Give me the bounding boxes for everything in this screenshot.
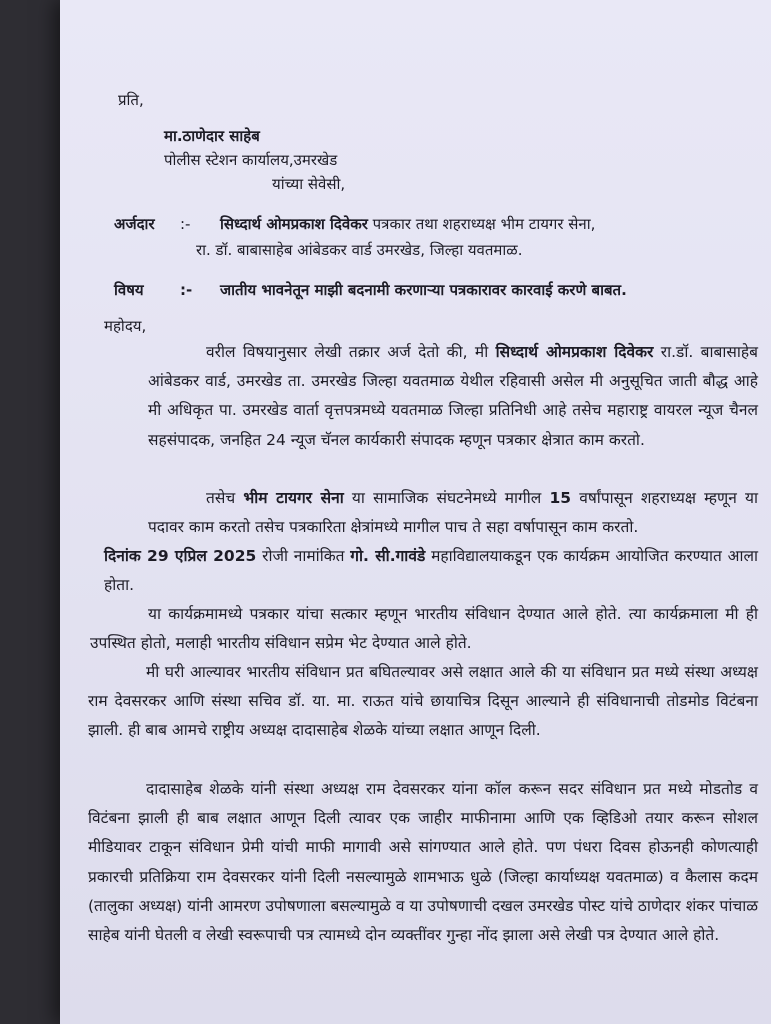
subject-colon: :- (180, 281, 193, 299)
paragraph-5: मी घरी आल्यावर भारतीय संविधान प्रत बघितल्यावर असे लक्षात आले की या संविधान प्रत मध्ये संस्था अध्यक्ष राम देवसरकर आणि संस्था सचिव डॉ. या. मा. राऊत यांचे छायाचित्र दिसून आल्याने ही संविधानाची तोडमोड विटंबना झाली. ही बाब आमचे राष्ट्रीय अध्यक्ष दादासाहेब शेळके यांच्या लक्षात आणून दिली. (88, 663, 758, 740)
subject-text: जातीय भावनेतून माझी बदनामी करणाऱ्या पत्रकारावर कारवाई करणे बाबत. (220, 281, 627, 299)
applicant-colon: :- (180, 215, 191, 233)
letter-paper (60, 0, 771, 1024)
applicant-name: सिध्दार्थ ओमप्रकाश दिवेकर (220, 215, 368, 233)
greeting: महोदय, (104, 317, 147, 335)
paragraph-1: वरील विषयानुसार लेखी तक्रार अर्ज देतो की, मी सिध्दार्थ ओमप्रकाश दिवेकर रा.डॉ. बाबासाहेब आंबेडकर वार्ड, उमरखेड ता. उमरखेड जिल्हा यवतमाळ येथील रहिवासी असेल मी अनुसूचित जाती बौद्ध आहे मी अधिकृत पा. उमरखेड वार्ता वृत्तपत्रमध्ये यवतमाळ जिल्हा प्रतिनिधी आहे तसेच महाराष्ट्र वायरल न्यूज चैनल सहसंपादक, जनहित 24 न्यूज चॅनल कार्यकारी संपादक म्हणून पत्रकार क्षेत्रात काम करतो. (148, 343, 758, 449)
paragraph-2: तसेच भीम टायगर सेना या सामाजिक संघटनेमध्ये मागील 15 वर्षांपासून शहराध्यक्ष म्हणून या पदावर काम करतो तसेच पत्रकारिता क्षेत्रांमध्ये मागील पाच ते सहा वर्षापासून काम करतो. (148, 489, 759, 537)
paragraph-4: या कार्यक्रमामध्ये पत्रकार यांचा सत्कार म्हणून भारतीय संविधान देण्यात आले होते. त्या कार्यक्रमाला मी ही उपस्थित होतो, मलाही भारतीय संविधान सप्रेम भेट देण्यात आले होते. (90, 605, 758, 653)
paragraph-6: दादासाहेब शेळके यांनी संस्था अध्यक्ष राम देवसरकर यांना कॉल करून सदर संविधान प्रत मध्ये मोडतोड व विटंबना झाली ही बाब लक्षात आणून दिली त्यावर एक जाहीर माफीनामा आणि एक व्हिडिओ तयार करून सोशल मीडियावर टाकून संविधान प्रेमी यांची माफी मागावी असे सांगण्यात आले होते. पण पंधरा दिवस होऊनही कोणत्याही प्रकारची प्रतिक्रिया राम देवसरकर यांनी दिली नसल्यामुळे शामभाऊ धुळे (जिल्हा कार्याध्यक्ष यवतमाळ) व कैलास कदम (तालुका अध्यक्ष) यांनी आमरण उपोषणाला बसल्यामुळे व या उपोषणाची दखल उमरखेड पोस्ट यांचे ठाणेदार शंकर पांचाळ साहेब यांनी घेतली व लेखी स्वरूपाची पत्र त्यामध्ये दोन व्यक्तींवर गुन्हा नोंद झाला असे लेखी पत्र देण्यात आले होते. (88, 780, 758, 945)
recipient-office: पोलीस स्टेशन कार्यालय,उमरखेड (164, 151, 338, 169)
recipient-name: मा.ठाणेदार साहेब (164, 127, 260, 145)
subject-line (114, 280, 627, 300)
applicant-address: रा. डॉ. बाबासाहेब आंबेडकर वार्ड उमरखेड, जिल्हा यवतमाळ. (196, 241, 523, 259)
applicant-line (114, 214, 595, 234)
paragraph-3: दिनांक 29 एप्रिल 2025 रोजी नामांकित गो. सी.गावंडे महाविद्यालयाकडून एक कार्यक्रम आयोजित करण्यात आला होता. (104, 547, 758, 595)
salutation-to: प्रति, (118, 91, 144, 109)
applicant-label: अर्जदार (114, 215, 155, 233)
applicant-name-inline: सिध्दार्थ ओमप्रकाश दिवेकर (495, 343, 654, 361)
subject-label: विषय (114, 281, 144, 299)
applicant-title: पत्रकार तथा शहराध्यक्ष भीम टायगर सेना, (372, 215, 596, 233)
recipient-service: यांच्या सेवेसी, (272, 175, 346, 193)
